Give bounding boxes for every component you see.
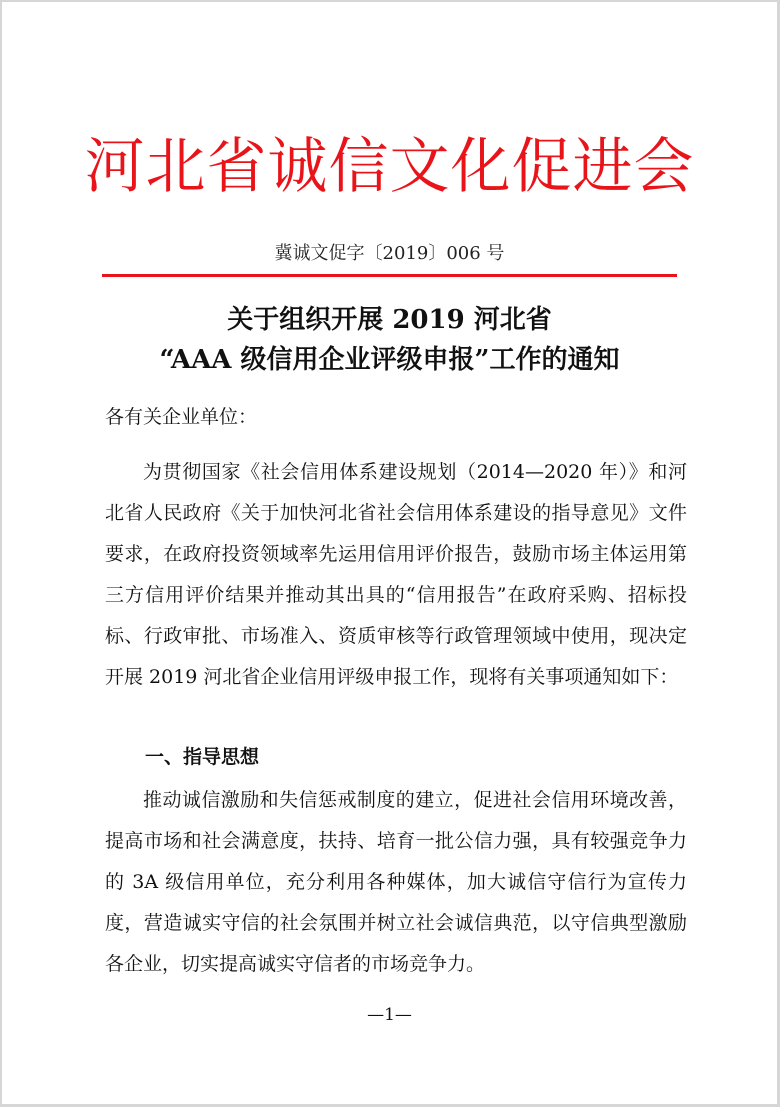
section-1-body: 推动诚信激励和失信惩戒制度的建立，促进社会信用环境改善，提高市场和社会满意度，扶持、培育一批公信力强，具有较强竞争力的 3A 级信用单位，充分利用各种媒体，加大诚信守信行为宣传力度，营造诚实守信的社会氛围并树立社会诚信典范，以守信典型激励各企业，切实提高诚实守信者的市场竞争力。: [105, 789, 687, 975]
title-line-2: “AAA 级信用企业评级申报”工作的通知: [159, 345, 620, 375]
document-number: 冀诚文促字〔2019〕006 号: [274, 243, 505, 264]
salutation: 各有关企业单位：: [105, 406, 258, 428]
organization-header: 河北省诚信文化促进会: [84, 132, 695, 202]
document-page: [2, 2, 777, 1104]
red-divider-line: [102, 274, 677, 277]
page-number: —1—: [367, 1005, 412, 1025]
title-line-1: 关于组织开展 2019 河北省: [227, 305, 552, 335]
intro-paragraph: 为贯彻国家《社会信用体系建设规划（2014—2020 年）》和河北省人民政府《关于加快河北省社会信用体系建设的指导意见》文件要求，在政府投资领域率先运用信用评价报告，鼓励市场主体运用第三方信用评价结果并推动其出具的“信用报告”在政府采购、招标投标、行政审批、市场准入、资质审核等行政管理领域中使用，现决定开展 2019 河北省企业信用评级申报工作，现将有关事项通知如下：: [105, 461, 687, 688]
section-heading-1: 一、指导思想: [145, 746, 260, 768]
